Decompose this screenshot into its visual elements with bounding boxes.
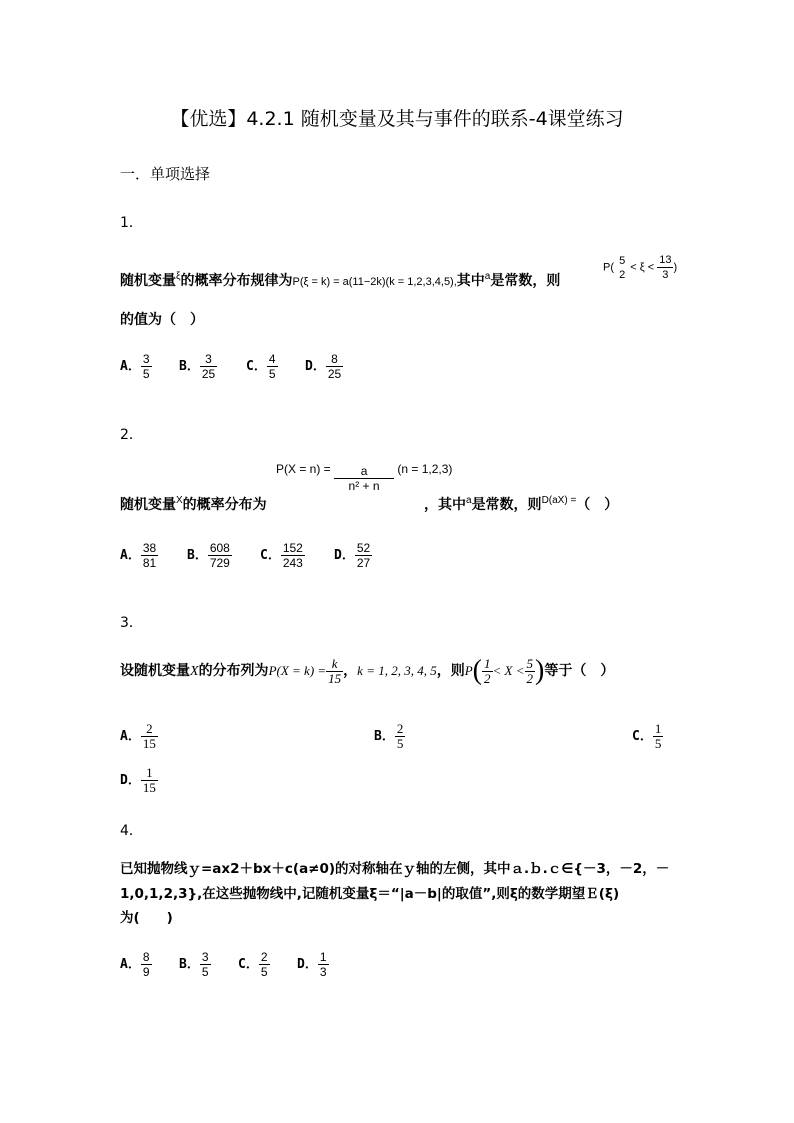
question-2-stem-left: 随机变量$^X$的概率分布为 <box>120 495 267 513</box>
question-2-number: 2． <box>120 427 143 443</box>
question-4-stem-line2: 1,0,1,2,3},在这些抛物线中,记随机变量ξ＝“|a－b|的取值”,则ξ的数学期望Ｅ(ξ) <box>120 886 620 902</box>
q4-option-a[interactable]: A． $\frac{8}{9}$ <box>120 950 150 979</box>
q4-option-d[interactable]: D． $\frac{1}{3}$ <box>297 950 327 979</box>
q1-option-d[interactable]: D． $\frac{8}{25}$ <box>305 352 342 381</box>
q3-option-b[interactable]: B． $\frac{2}{5}$ <box>374 721 404 751</box>
q1-option-c[interactable]: C． $\frac{4}{5}$ <box>246 352 276 381</box>
q2-option-d[interactable]: D． $\frac{52}{27}$ <box>334 541 371 570</box>
q1-option-a[interactable]: A． $\frac{3}{5}$ <box>120 352 150 381</box>
q2-option-b[interactable]: B． $\frac{608}{729}$ <box>187 541 230 570</box>
question-1-number: 1． <box>120 215 143 231</box>
page-title: 【优选】4.2.1 随机变量及其与事件的联系-4课堂练习 <box>170 108 624 130</box>
question-4-number: 4． <box>120 823 143 839</box>
q4-option-b[interactable]: B． $\frac{3}{5}$ <box>179 950 209 979</box>
q3-option-a[interactable]: A． $\frac{2}{15}$ <box>120 721 156 751</box>
question-3-number: 3． <box>120 615 143 631</box>
q3-option-c[interactable]: C． $\frac{1}{5}$ <box>632 721 662 751</box>
q1-formula: P(ξ = k) = a(11−2k)(k = 1,2,3,4,5), <box>292 276 457 288</box>
q2-option-c[interactable]: C． $\frac{152}{243}$ <box>260 541 303 570</box>
q1-probability-expression: P( 5 2 < ξ < $\frac{13}{3}$ ) <box>603 254 678 281</box>
q4-option-c[interactable]: C． $\frac{2}{5}$ <box>238 950 268 979</box>
section-heading: 一．单项选择 <box>120 165 211 183</box>
question-4-stem-line1: 已知抛物线ｙ=ax2＋bx＋c(a≠0)的对称轴在ｙ轴的左侧，其中ａ.ｂ.ｃ∈{－3，－2，－ <box>120 861 670 877</box>
question-4-stem-line3: 为( ) <box>120 910 173 926</box>
q1-option-b[interactable]: B． $\frac{3}{25}$ <box>179 352 216 381</box>
question-1-stem: 随机变量$^\xi$的概率分布规律为P(ξ = k) = a(11−2k)(k = 1,2,3,4,5),其中$^a$是常数，则 <box>120 271 561 289</box>
q2-option-a[interactable]: A． $\frac{38}{81}$ <box>120 541 157 570</box>
question-3-stem: 设随机变量X的分布列为P(X = k) = $\frac{k}{15}$ ，k = 1, 2, 3, 4, 5，则P( $\frac{1}{2}$ < X < $\frac{5}{2}$ )等于（ ） <box>120 655 615 686</box>
q3-option-d[interactable]: D． $\frac{1}{15}$ <box>120 765 156 795</box>
q2-distribution-formula: P(X = n) = $\frac{a}{\text{n² + n}}$ (n = 1,2,3) <box>276 462 453 493</box>
question-1-stem-line2: 的值为（ ） <box>120 312 204 328</box>
question-2-stem-right: ，其中$^a$是常数，则$^{D(aX) =}$（ ） <box>424 495 619 513</box>
